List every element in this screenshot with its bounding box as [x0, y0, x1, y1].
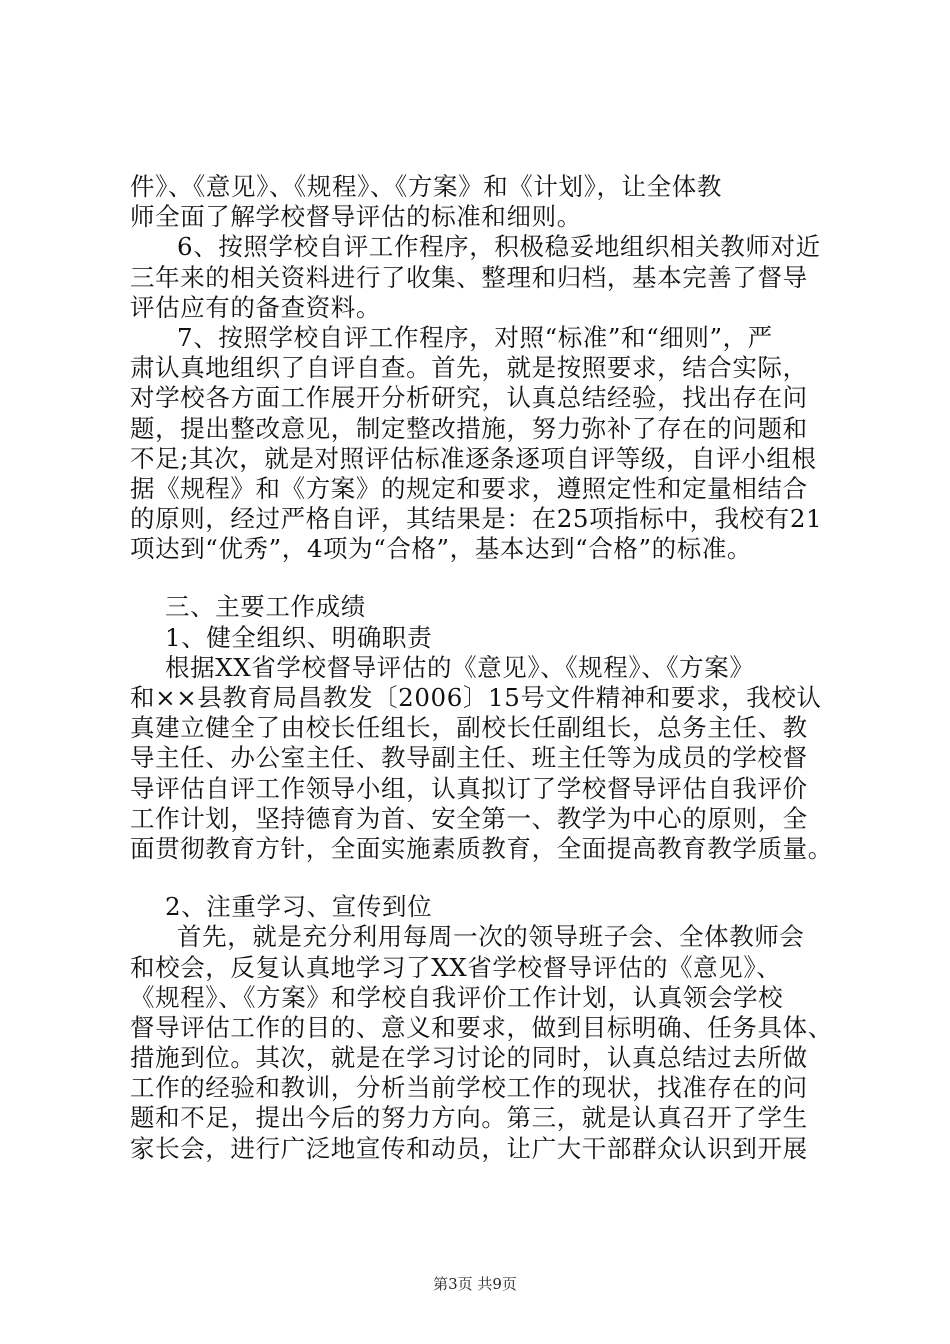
text-line: 导主任、办公室主任、教导副主任、班主任等为成员的学校督	[130, 743, 808, 773]
paragraph-gap	[130, 564, 850, 592]
paragraph-gap	[130, 864, 850, 892]
text-line: 督导评估工作的目的、意义和要求，做到目标明确、任务具体、	[130, 1012, 833, 1042]
text-line: 首先，就是充分利用每周一次的领导班子会、全体教师会	[177, 922, 805, 952]
text-line: 的原则，经过严格自评，其结果是：在25项指标中，我校有21	[130, 504, 823, 534]
text-line: 7、按照学校自评工作程序，对照“标准”和“细则”，严	[177, 322, 773, 352]
page-number: 第3页 共9页	[433, 1275, 517, 1293]
text-line: 评估应有的备查资料。	[130, 292, 381, 322]
text-line: 工作的经验和教训，分析当前学校工作的现状，找准存在的问	[130, 1073, 808, 1103]
text-line: 题和不足，提出今后的努力方向。第三，就是认真召开了学生	[130, 1103, 808, 1133]
text-line: 措施到位。其次，就是在学习讨论的同时，认真总结过去所做	[130, 1043, 808, 1073]
text-line: 6、按照学校自评工作程序，积极稳妥地组织相关教师对近	[177, 232, 821, 262]
text-line: 项达到“优秀”，4项为“合格”，基本达到“合格”的标准。	[130, 534, 753, 564]
subsection-heading: 1、健全组织、明确职责	[165, 622, 433, 652]
section-heading: 三、主要工作成绩	[165, 592, 366, 622]
text-line: 对学校各方面工作展开分析研究，认真总结经验，找出存在问	[130, 383, 808, 413]
text-line: 和校会，反复认真地学习了XX省学校督导评估的《意见》、	[130, 952, 782, 982]
text-line: 工作计划，坚持德育为首、安全第一、教学为中心的原则，全	[130, 803, 808, 833]
text-line: 题，提出整改意见，制定整改措施，努力弥补了存在的问题和	[130, 413, 808, 443]
text-line: 真建立健全了由校长任组长，副校长任副组长，总务主任、教	[130, 713, 808, 743]
text-line: 据《规程》和《方案》的规定和要求，遵照定性和定量相结合	[130, 473, 808, 503]
text-line: 三年来的相关资料进行了收集、整理和归档，基本完善了督导	[130, 262, 808, 292]
text-line: 不足;其次，就是对照评估标准逐条逐项自评等级，自评小组根	[130, 443, 817, 473]
text-line: 导评估自评工作领导小组，认真拟订了学校督导评估自我评价	[130, 773, 808, 803]
text-line: 师全面了解学校督导评估的标准和细则。	[130, 202, 582, 232]
document-body	[130, 172, 850, 1164]
text-line: 和××县教育局昌教发〔2006〕15号文件精神和要求，我校认	[130, 683, 822, 712]
text-line: 面贯彻教育方针，全面实施素质教育，全面提高教育教学质量。	[130, 833, 833, 863]
text-line: 件》、《意见》、《规程》、《方案》和《计划》，让全体教	[130, 172, 722, 201]
text-line: 家长会，进行广泛地宣传和动员，让广大干部群众认识到开展	[130, 1133, 808, 1163]
text-line: 《规程》、《方案》和学校自我评价工作计划，认真领会学校	[130, 982, 784, 1012]
text-line: 根据XX省学校督导评估的《意见》、《规程》、《方案》	[165, 652, 755, 682]
subsection-heading: 2、注重学习、宣传到位	[165, 892, 433, 922]
text-line: 肃认真地组织了自评自查。首先，就是按照要求，结合实际，	[130, 353, 808, 383]
